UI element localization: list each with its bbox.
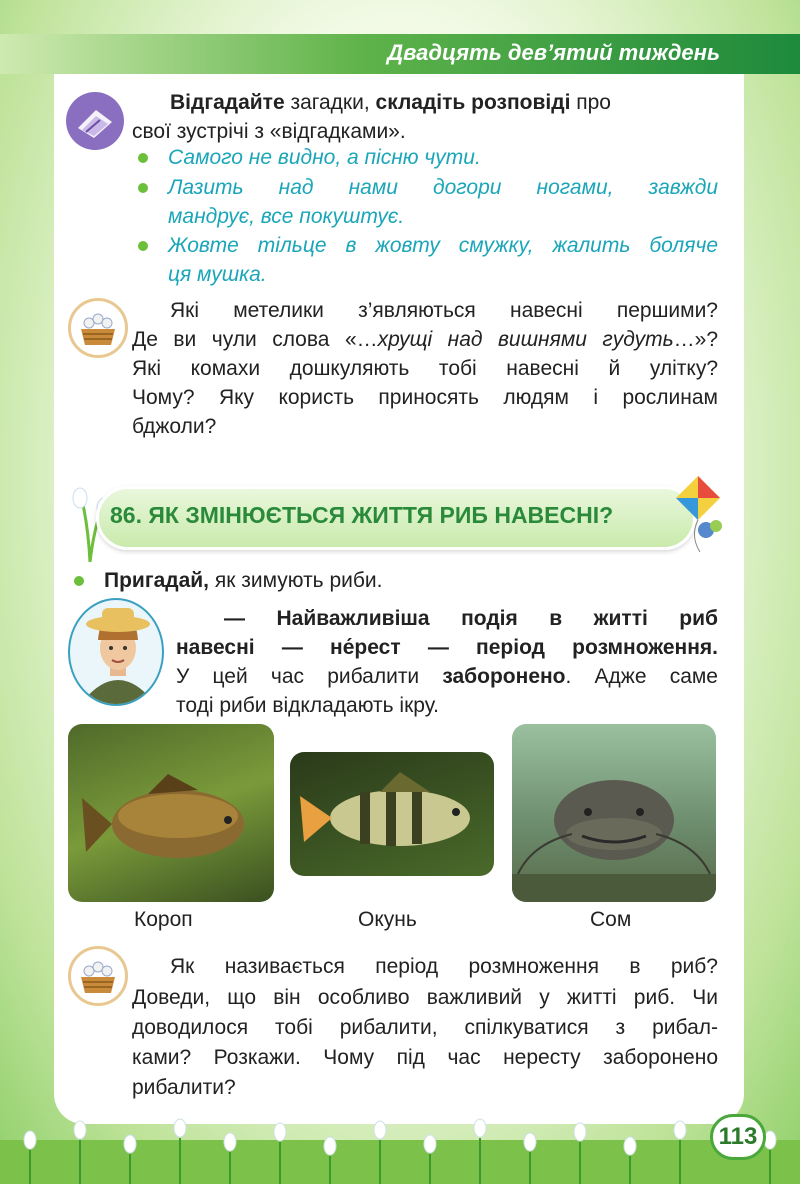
questions1-line3: Які комахи дошкуляють тобі навесні й улітку? (132, 357, 718, 380)
questions2-line5: рибалити? (132, 1076, 236, 1099)
bullet (138, 183, 148, 193)
bullet (74, 576, 84, 586)
bullet (138, 241, 148, 251)
basket-icon (68, 946, 128, 1006)
questions2-line3: доводилося тобі рибалити, спілкуватися з рибал- (132, 1016, 718, 1039)
fisherman-avatar (68, 598, 164, 706)
week-title: Двадцять дев’ятий тиждень (387, 40, 720, 65)
questions1-line1: Які метелики з’являються навесні першими? (170, 299, 718, 322)
riddles-intro: Відгадайте загадки, складіть розповіді про (170, 91, 611, 114)
questions1-line5: бджоли? (132, 415, 217, 438)
fish-caption: Короп (134, 908, 193, 931)
bullet (138, 153, 148, 163)
fisherman-line3: У цей час рибалити заборонено. Адже саме (176, 665, 718, 688)
kite-icon (670, 474, 726, 554)
carp-photo (68, 724, 274, 902)
questions2-line2: Доведи, що він особливо важливий у житті риб. Чи (132, 986, 718, 1009)
riddle-3-line2: ця мушка. (168, 263, 267, 286)
perch-photo (290, 752, 494, 876)
questions1-line2: Де ви чули слова «…хрущі над вишнями гудуть…»? (132, 328, 718, 351)
riddle-3-line1: Жовте тільце в жовту смужку, жалить боляче (168, 234, 718, 257)
page-number: 113 (710, 1114, 766, 1160)
fish-caption: Сом (590, 908, 632, 931)
riddle-2-line1: Лазить над нами догори ногами, завжди (168, 176, 718, 199)
fisherman-line1: — Найважливіша подія в житті риб (224, 607, 718, 630)
catfish-photo (512, 724, 716, 902)
questions1-line4: Чому? Яку користь приносять людям і рослинам (132, 386, 718, 409)
riddle-1: Самого не видно, а пісню чути. (168, 146, 481, 169)
riddles-intro-line2: свої зустрічі з «відгадками». (132, 120, 406, 143)
riddle-2-line2: мандрує, все покуштує. (168, 205, 405, 228)
book-icon (66, 92, 124, 150)
fisherman-line2: навесні — не́рест — період розмноження. (176, 636, 718, 659)
header-bar (0, 34, 800, 74)
snowdrop-border (0, 1100, 800, 1184)
section-title: 86. ЯК ЗМІНЮЄТЬСЯ ЖИТТЯ РИБ НАВЕСНІ? (110, 502, 614, 528)
basket-icon (68, 298, 128, 358)
questions2-line1: Як називається період розмноження в риб? (170, 955, 718, 978)
recall-text: Пригадай, як зимують риби. (104, 569, 383, 592)
fish-caption: Окунь (358, 908, 417, 931)
questions2-line4: ками? Розкажи. Чому під час нересту заборонено (132, 1046, 718, 1069)
fisherman-line4: тоді риби відкладають ікру. (176, 694, 439, 717)
